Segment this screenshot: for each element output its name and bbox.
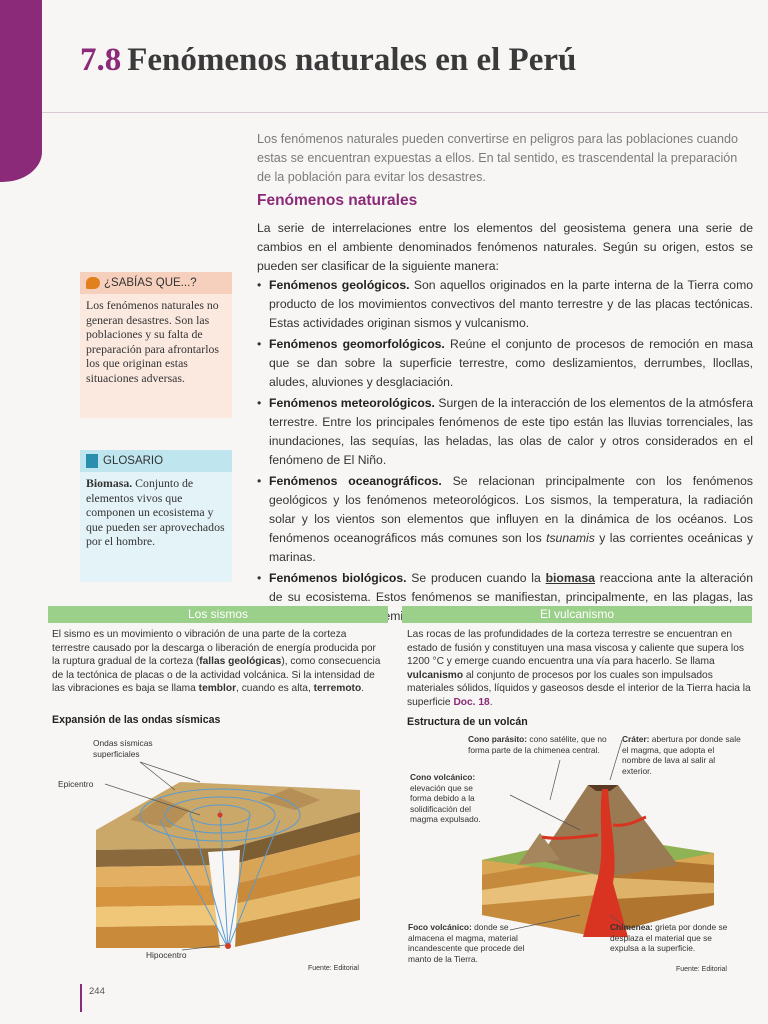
- chapter-tab: [0, 0, 42, 182]
- hipocentro-label: Hipocentro: [146, 950, 187, 960]
- cono-volcanico-label: [410, 772, 494, 825]
- sismos-paragraph: [52, 628, 386, 696]
- bold-run: vulcanismo: [407, 669, 464, 681]
- title-text: Fenómenos naturales en el Perú: [127, 42, 577, 78]
- crater-label: [622, 734, 742, 776]
- item-text: Se relacionan principalmente con los fenómenos geológicos y los fenómenos meteorológicos. Los sismos, la temperatura, la radiación solar y los vientos son elementos que influyen en la dinámica de los océanos. Los fenómenos oceanográficos más comunes son los: [269, 474, 753, 545]
- label-term: Cráter:: [622, 734, 650, 744]
- text-run: El sismo es un movimiento o vibración de una parte de la corteza terrestre causado por la descarga o liberación de energía producida por la ruptura gradual de la corteza (: [52, 629, 376, 668]
- bold-run: fallas geológicas: [199, 656, 282, 668]
- item-italic: tsunamis: [546, 531, 595, 545]
- item-text: Reúne el conjunto de procesos de remoción en masa que se dan sobre la superficie terrestre, como deslizamientos, derrumbes, llocllas, aludes, aluviones y desglaciación.: [269, 337, 753, 389]
- text-run: al conjunto de procesos por los cuales son impulsados materiales sólidos, líquidos y gaseosos desde el interior de la Tierra hacia la superficie: [407, 669, 751, 708]
- glosario-body: [80, 472, 232, 553]
- sismos-figure-title: Expansión de las ondas sísmicas: [52, 714, 221, 726]
- intro-paragraph: Los fenómenos naturales pueden convertirse en peligros para las poblaciones cuando estas se encuentran expuestas a ellos. En tal sentido, es trascendental la preparación de la población para evitar los desastres.: [257, 132, 738, 184]
- phenomena-list: [257, 276, 753, 628]
- label-term: Chimenea:: [610, 922, 653, 932]
- text-run: ), como consecuencia de la tectónica de placas o de la actividad volcánica. Si la intensidad de las vibraciones es baja se llama: [52, 656, 381, 695]
- sismos-source: Fuente: Editorial: [308, 965, 359, 972]
- vulcanismo-paragraph: [407, 628, 753, 710]
- lead-paragraph: La serie de interrelaciones entre los elementos del geosistema genera una serie de cambios en el ambiente denominados fenómenos naturales. Según su origen, estos se pueden ser clasificar de la siguiente manera:: [257, 221, 753, 273]
- list-item: [257, 472, 753, 567]
- item-underline: biomasa: [545, 571, 596, 585]
- item-term: Fenómenos geomorfológicos.: [269, 337, 445, 351]
- item-text: Son aquellos originados en la parte interna de la Tierra como producto de los movimientos convectivos del manto terrestre y de las placas tectónicas. Estas actividades originan sismos y vulcanismo.: [269, 278, 753, 330]
- chimenea-label: [610, 922, 730, 954]
- section-heading: Fenómenos naturales: [257, 192, 418, 209]
- glosario-box: [80, 450, 232, 582]
- sabias-que-box: [80, 272, 232, 418]
- epicentro-label: Epicentro: [58, 779, 94, 789]
- book-icon: [86, 454, 98, 468]
- vulcanismo-band: El vulcanismo: [402, 606, 752, 623]
- speech-bubble-icon: [86, 277, 100, 289]
- item-term: Fenómenos biológicos.: [269, 571, 407, 585]
- page-number: 244: [89, 986, 105, 997]
- text-run: .: [489, 696, 493, 708]
- list-item: [257, 335, 753, 392]
- label-text: grieta por donde se desplaza el material que se expulsa a la superficie.: [610, 922, 728, 953]
- item-text: y las corrientes oceánicas y marinas.: [269, 531, 753, 564]
- sabias-heading: ¿SABÍAS QUE...?: [104, 277, 197, 289]
- vulcanismo-source: Fuente: Editorial: [676, 966, 727, 973]
- glosario-definition: Conjunto de elementos vivos que componen un ecosistema y que pueden ser aprovechados por el hombre.: [86, 476, 225, 549]
- list-item: [257, 394, 753, 470]
- sismos-leader-lines: [80, 740, 260, 965]
- item-text: Surgen de la interacción de los elementos de la atmósfera terrestre. Entre los principales fenómenos de este tipo están las lluvias torrenciales, las inundaciones, las sequías, las heladas, las olas de calor y otros considerados en el fenómeno de El Niño.: [269, 396, 753, 467]
- list-item: [257, 276, 753, 333]
- item-term: Fenómenos oceanográficos.: [269, 474, 442, 488]
- item-term: Fenómenos geológicos.: [269, 278, 410, 292]
- label-text: abertura por donde sale el magma, que adopta el nombre de lava al salir al exterior.: [622, 734, 741, 776]
- label-text: elevación que se forma debido a la solidificación del magma expulsado.: [410, 782, 481, 824]
- ondas-label: Ondas sísmicas superficiales: [93, 738, 153, 759]
- label-term: Cono volcánico:: [410, 772, 476, 782]
- sabias-header: [80, 272, 232, 294]
- page-number-bar: [80, 984, 82, 1012]
- text-run: .: [361, 683, 365, 695]
- text-run: , cuando es alta,: [236, 683, 314, 695]
- label-term: Cono parásito:: [468, 734, 528, 744]
- bold-run: temblor: [198, 683, 237, 695]
- glosario-term: Biomasa.: [86, 476, 133, 490]
- sismos-band: Los sismos: [48, 606, 388, 623]
- glosario-heading: GLOSARIO: [103, 455, 164, 467]
- label-text: cono satélite, que no forma parte de la chimenea central.: [468, 734, 607, 755]
- title-divider: [42, 112, 768, 113]
- page-title: [80, 42, 576, 79]
- glosario-header: [80, 450, 232, 472]
- foco-volcanico-label: [408, 922, 538, 964]
- doc-reference-link[interactable]: Doc. 18: [453, 696, 490, 708]
- sabias-body: Los fenómenos naturales no generan desastres. Son las poblaciones y su falta de preparación para afrontarlos los que originan estas situaciones adversas.: [86, 298, 219, 385]
- item-text: Se producen cuando la: [411, 571, 546, 585]
- section-number: 7.8: [80, 42, 122, 78]
- label-text: donde se almacena el magma, material incandescente que procede del manto de la Tierra.: [408, 922, 525, 964]
- text-run: Las rocas de las profundidades de la corteza terrestre se encuentran en estado de fusión y constituyen una masa viscosa y caliente que supera los 1200 °C y emerge cuando encuentra una vía para hacerlo. Se llama: [407, 629, 744, 668]
- vulcanismo-figure-title: Estructura de un volcán: [407, 716, 528, 728]
- cono-parasito-label: [468, 734, 618, 755]
- label-term: Foco volcánico:: [408, 922, 472, 932]
- item-text: reacciona ante la alteración de su ecosistema. Estos fenómenos se manifiestan, principalmente, en las plagas, las: [269, 571, 753, 604]
- item-term: Fenómenos meteorológicos.: [269, 396, 435, 410]
- bold-run: terremoto: [313, 683, 362, 695]
